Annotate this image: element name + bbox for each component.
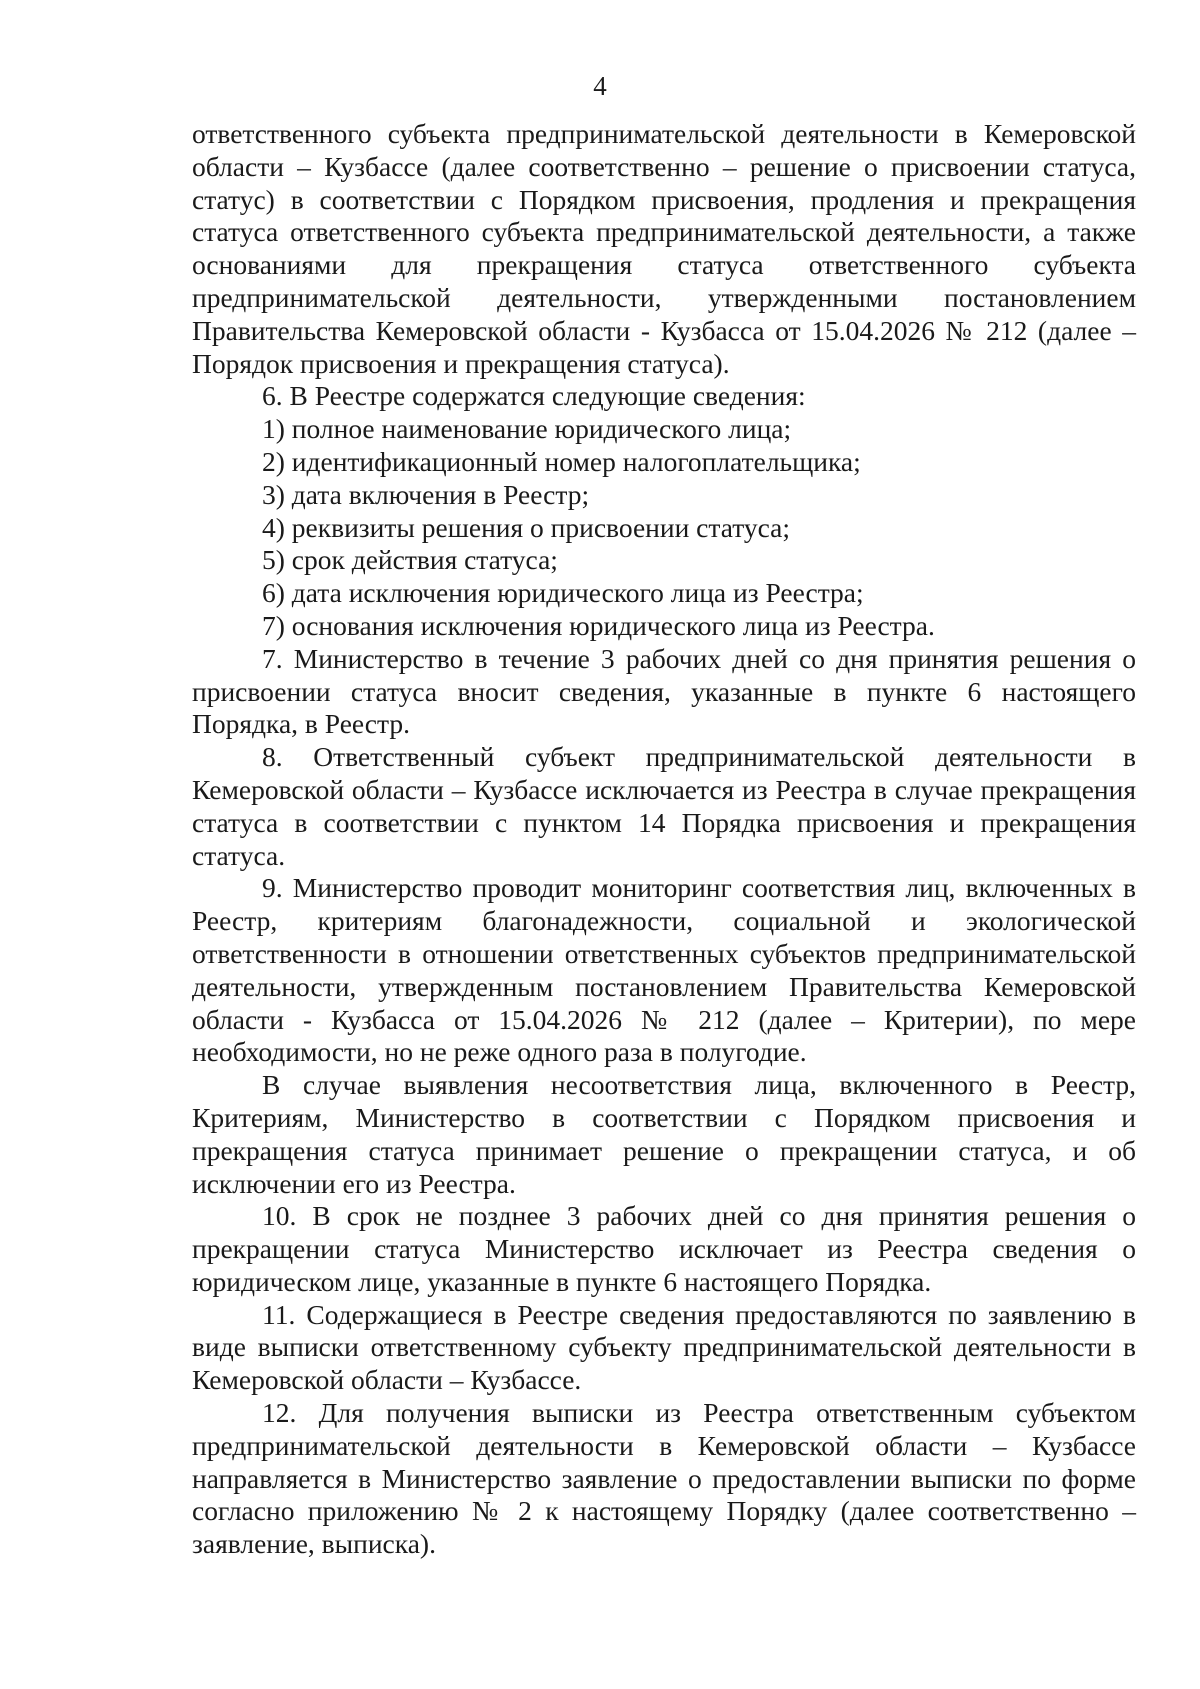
list-item-1: 1) полное наименование юридического лица;: [262, 413, 792, 445]
paragraph-7: 7. Министерство в течение 3 рабочих дней со дня принятия решения о присвоении статуса вносит сведения, указанные в пункте 6 настоящего Порядка, в Реестр.: [192, 642, 1136, 740]
list-item-3: 3) дата включения в Реестр;: [262, 478, 590, 510]
list-item-4: 4) реквизиты решения о присвоении статуса;: [262, 511, 791, 543]
list-item-7: 7) основания исключения юридического лица из Реестра.: [262, 609, 935, 641]
page-number: 4: [593, 71, 607, 101]
paragraph-continuation: ответственного субъекта предпринимательской деятельности в Кемеровской области – Кузбассе (далее соответственно – решение о присвоении статуса, статус) в соответствии с Порядком присвоения, продления и прекращения статуса ответственного субъекта предпринимательской деятельности, а также основаниями для прекращения статуса ответственного субъекта предпринимательской деятельности, утвержденными постановлением Правительства Кемеровской области - Кузбасса от 15.04.2026 № 212 (далее – Порядок присвоения и прекращения статуса).: [192, 118, 1136, 379]
paragraph-8: 8. Ответственный субъект предпринимательской деятельности в Кемеровской области – Кузбассе исключается из Реестра в случае прекращения статуса в соответствии с пунктом 14 Порядка присвоения и прекращения статуса.: [192, 741, 1136, 871]
list-item-6: 6) дата исключения юридического лица из Реестра;: [262, 577, 864, 609]
paragraph-9-continued: В случае выявления несоответствия лица, включенного в Реестр, Критериям, Министерство в соответствии с Порядком присвоения и прекращения статуса принимает решение о прекращении статуса, и об исключении его из Реестра.: [192, 1069, 1136, 1199]
paragraph-6-intro: 6. В Реестре содержатся следующие сведения:: [262, 380, 806, 412]
paragraph-12: 12. Для получения выписки из Реестра ответственным субъектом предпринимательской деятельности в Кемеровской области – Кузбассе направляется в Министерство заявление о предоставлении выписки по форме согласно приложению № 2 к настоящему Порядку (далее соответственно – заявление, выписка).: [192, 1397, 1136, 1560]
list-item-5: 5) срок действия статуса;: [262, 544, 558, 576]
document-body: [192, 118, 1136, 1561]
paragraph-9: 9. Министерство проводит мониторинг соответствия лиц, включенных в Реестр, критериям благонадежности, социальной и экологической ответственности в отношении ответственных субъектов предпринимательской деятельности, утвержденным постановлением Правительства Кемеровской области - Кузбасса от 15.04.2026 № 212 (далее – Критерии), по мере необходимости, но не реже одного раза в полугодие.: [192, 872, 1136, 1068]
paragraph-11: 11. Содержащиеся в Реестре сведения предоставляются по заявлению в виде выписки ответственному субъекту предпринимательской деятельности в Кемеровской области – Кузбассе.: [192, 1298, 1136, 1396]
list-item-2: 2) идентификационный номер налогоплательщика;: [262, 445, 861, 477]
paragraph-10: 10. В срок не позднее 3 рабочих дней со дня принятия решения о прекращении статуса Министерство исключает из Реестра сведения о юридическом лице, указанные в пункте 6 настоящего Порядка.: [192, 1200, 1136, 1297]
